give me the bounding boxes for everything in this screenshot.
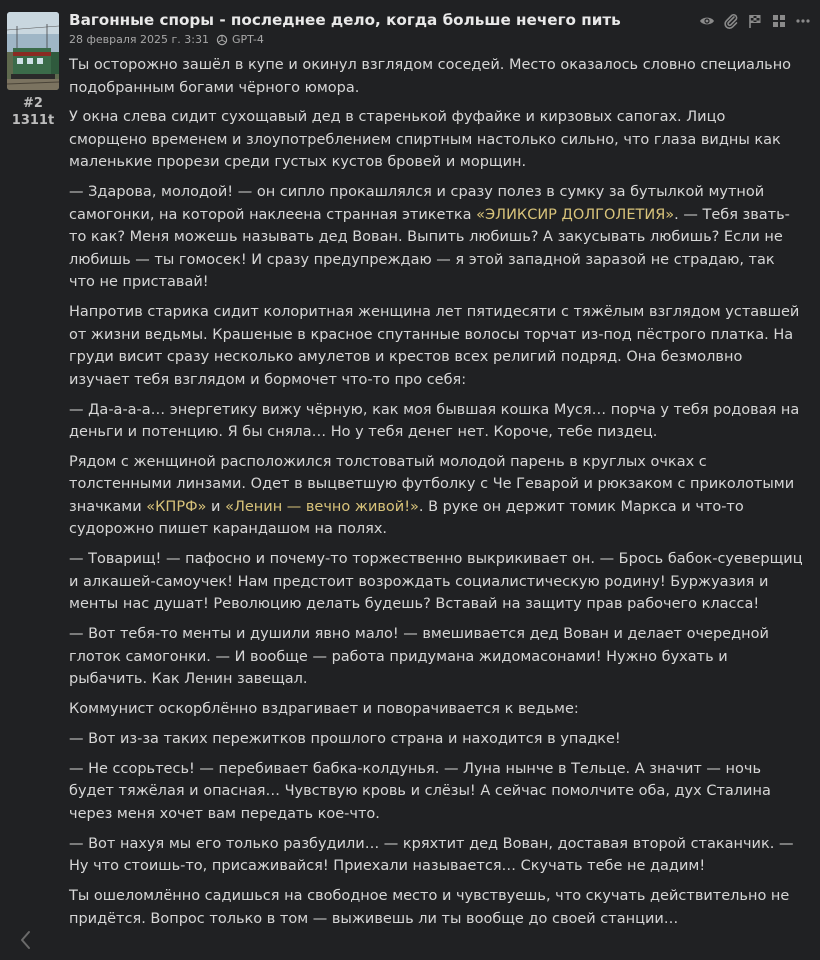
paragraph: — Вот из-за таких пережитков прошлого страна и находится в упадке! [69, 731, 621, 748]
post-body [69, 54, 804, 930]
paragraph: Напротив старика сидит колоритная женщина лет пятидесяти с тяжёлым взглядом уставшей от жизни ведьмы. Крашеные в красное спутанные волосы торчат из-под пёстрого платка. На груди висит сразу несколько амулетов и крестов всех религий подряд. Она безмолвно изучает тебя взглядом и бормочет что-то про себя: [69, 304, 800, 388]
paragraph-text: . — Тебя звать-то как? Меня можешь называть дед Вован. Выпить любишь? А закусывать любишь? Если не любишь — ты гомосек! И сразу предупреждаю — я этой западной заразой не страдаю, так что не приставай! [69, 206, 790, 291]
post-title: Вагонные споры - последнее дело, когда больше нечего пить [69, 11, 621, 29]
flag-icon[interactable] [746, 12, 764, 30]
paragraph-text: и [206, 498, 226, 515]
post-meta [69, 32, 804, 48]
paragraph: — Да-а-а-а… энергетику вижу чёрную, как моя бывшая кошка Муся… порча у тебя родовая на деньги и потенцию. Я бы сняла… Но у тебя денег нет. Короче, тебе пиздец. [69, 401, 800, 441]
paragraph: Коммунист оскорблённо вздрагивает и поворачивается к ведьме: [69, 701, 579, 718]
paragraph: — Товарищ! — пафосно и почему-то торжественно выкрикивает он. — Брось бабок-суеверщиц и алкашей-самоучек! Нам предстоит возрождать социалистическую родину! Буржуазия и менты нас душат! Революцию делать будешь? Вставай на защиту прав рабочего класса! [69, 551, 803, 613]
model-name: GPT-4 [231, 33, 264, 46]
paragraph: — Не ссорьтесь! — перебивает бабка-колдунья. — Луна нынче в Тельце. А значит — ночь будет тяжёлая и опасная… Чувствую кровь и слёзы! А сейчас помолчите оба, дух Сталина через меня хочет вам передать кое-что. [69, 760, 771, 822]
highlight-badge: «КПРФ» [146, 498, 207, 515]
paragraph-text: Рядом с женщиной расположился толстоватый молодой парень в круглых очках с толстенными линзами. Одет в выцветшую футболку с Че Геварой и рюкзаком с приколотыми значками [69, 453, 795, 515]
post-date: 28 февраля 2025 г. 3:31 [69, 33, 209, 46]
eye-icon[interactable] [698, 12, 716, 30]
paragraph: Ты ошеломлённо садишься на свободное место и чувствуешь, что скучать действительно не придётся. Вопрос только в том — выживешь ли ты вообще до своей станции… [69, 888, 790, 927]
paragraph-text: — Здарова, молодой! — он сипло прокашлялся и сразу полез в сумку за бутылкой мутной самогонки, на которой наклеена странная этикетка [69, 184, 765, 223]
post-content [69, 8, 804, 938]
post-sidebar [7, 12, 59, 130]
paragraph [69, 451, 804, 541]
grid-icon[interactable] [770, 12, 788, 30]
paragraph [69, 181, 804, 294]
post-toolbar [698, 12, 812, 30]
more-icon[interactable] [794, 12, 812, 30]
avatar[interactable] [7, 12, 59, 90]
paragraph: — Вот тебя-то менты и душили явно мало! — вмешивается дед Вован и делает очередной глоток самогонки. — И вообще — работа придумана жидомасонами! Нужно бухать и рыбачить. Как Ленин завещал. [69, 626, 769, 688]
paragraph: — Вот нахуя мы его только разбудили… — кряхтит дед Вован, доставая второй стаканчик. — Ну что стоишь-то, присаживайся! Приехали называется… Скучать тебе не дадим! [69, 835, 794, 875]
openai-icon [216, 34, 228, 46]
highlight-label: «ЭЛИКСИР ДОЛГОЛЕТИЯ» [476, 206, 675, 223]
post-number: #2 [23, 96, 43, 111]
paperclip-icon[interactable] [722, 12, 740, 30]
token-count: 1311t [11, 113, 55, 128]
paragraph: Ты осторожно зашёл в купе и окинул взглядом соседей. Место оказалось словно специально подобранным богами чёрного юмора. [69, 57, 792, 96]
chevron-left-icon[interactable] [14, 926, 36, 954]
highlight-badge: «Ленин — вечно живой!» [225, 498, 419, 515]
paragraph-text: . В руке он держит томик Маркса и что-то судорожно пишет карандашом на полях. [69, 498, 744, 538]
paragraph: У окна слева сидит сухощавый дед в старенькой фуфайке и кирзовых сапогах. Лицо сморщено временем и злоупотреблением спиртным настолько сильно, что глаза видны как маленькие прорези среди густых кустов бровей и морщин. [69, 109, 781, 171]
